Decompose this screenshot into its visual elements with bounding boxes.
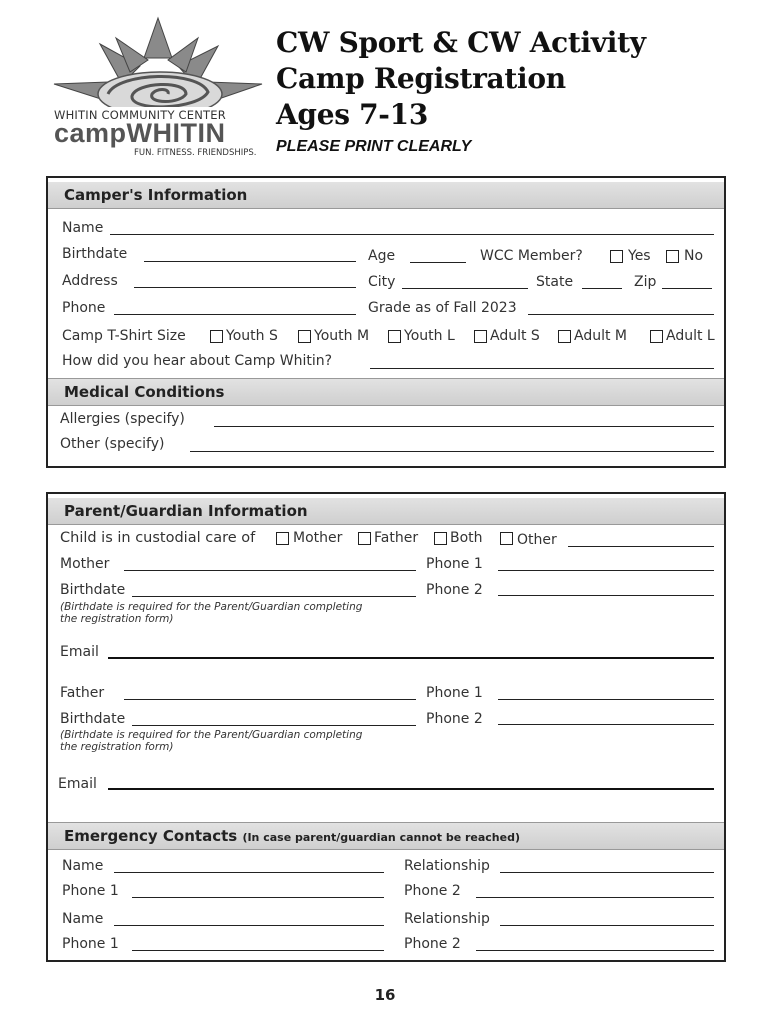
emergency1-phone2-field[interactable] xyxy=(476,897,714,898)
custodial-both-label: Both xyxy=(450,530,483,546)
camper-grade-field[interactable] xyxy=(528,314,714,315)
mother-email-label: Email xyxy=(60,644,99,660)
father-email-field[interactable] xyxy=(108,788,714,790)
mother-note-line-2: the registration form) xyxy=(60,613,174,625)
custodial-other-checkbox[interactable] xyxy=(500,532,513,545)
father-label: Father xyxy=(60,685,105,701)
camper-address-field[interactable] xyxy=(134,287,356,288)
tshirt-youth-s-label: Youth S xyxy=(226,328,278,344)
mother-phone2-label: Phone 2 xyxy=(426,582,483,598)
camper-birthdate-field[interactable] xyxy=(144,261,356,262)
emergency2-phone1-field[interactable] xyxy=(132,950,384,951)
camper-phone-label: Phone xyxy=(62,300,106,316)
tshirt-youth-l-label: Youth L xyxy=(404,328,455,344)
camp-whitin-logo xyxy=(48,14,268,162)
camper-zip-label: Zip xyxy=(634,274,657,290)
emergency-heading-text: Emergency Contacts xyxy=(64,827,238,845)
father-phone1-label: Phone 1 xyxy=(426,685,483,701)
emergency-subheading: (In case parent/guardian cannot be reached) xyxy=(242,831,521,844)
other-conditions-field[interactable] xyxy=(190,451,714,452)
father-birthdate-field[interactable] xyxy=(132,725,416,726)
emergency2-phone1-label: Phone 1 xyxy=(62,936,119,952)
father-birthdate-note xyxy=(60,729,362,753)
camper-state-field[interactable] xyxy=(582,288,622,289)
camper-name-label: Name xyxy=(62,220,104,236)
custodial-both-checkbox[interactable] xyxy=(434,532,447,545)
father-birthdate-label: Birthdate xyxy=(60,711,126,727)
emergency2-phone2-field[interactable] xyxy=(476,950,714,951)
parent-section-header xyxy=(48,498,724,525)
emergency1-phone1-label: Phone 1 xyxy=(62,883,119,899)
tshirt-youth-l-checkbox[interactable] xyxy=(388,330,401,343)
custodial-father-checkbox[interactable] xyxy=(358,532,371,545)
tshirt-adult-l-label: Adult L xyxy=(666,328,715,344)
tshirt-adult-s-checkbox[interactable] xyxy=(474,330,487,343)
page-number: 16 xyxy=(374,986,396,1004)
custodial-father-label: Father xyxy=(374,530,419,546)
camper-state-label: State xyxy=(536,274,574,290)
title-line-2: Camp Registration xyxy=(276,62,566,95)
tshirt-adult-l-checkbox[interactable] xyxy=(650,330,663,343)
emergency1-name-label: Name xyxy=(62,858,104,874)
emergency2-relationship-field[interactable] xyxy=(500,925,714,926)
logo-camp-name: campWHITIN xyxy=(54,118,226,148)
camper-section-header xyxy=(48,182,724,209)
custodial-care-label: Child is in custodial care of xyxy=(60,530,256,546)
mother-phone2-field[interactable] xyxy=(498,595,714,596)
emergency1-phone2-label: Phone 2 xyxy=(404,883,461,899)
medical-section-header xyxy=(48,378,724,406)
custodial-other-field[interactable] xyxy=(568,546,714,547)
camper-city-field[interactable] xyxy=(402,288,528,289)
mother-birthdate-field[interactable] xyxy=(132,596,416,597)
wcc-no-label: No xyxy=(684,248,704,264)
emergency1-name-field[interactable] xyxy=(114,872,384,873)
medical-heading: Medical Conditions xyxy=(64,383,225,401)
allergies-label: Allergies (specify) xyxy=(60,411,185,427)
other-conditions-label: Other (specify) xyxy=(60,436,165,452)
custodial-mother-checkbox[interactable] xyxy=(276,532,289,545)
father-name-field[interactable] xyxy=(124,699,416,700)
print-instruction: PLEASE PRINT CLEARLY xyxy=(276,138,472,155)
emergency-heading xyxy=(64,827,520,845)
wcc-member-label: WCC Member? xyxy=(480,248,583,264)
tshirt-adult-m-label: Adult M xyxy=(574,328,627,344)
mother-name-field[interactable] xyxy=(124,570,416,571)
logo-org-name: WHITIN COMMUNITY CENTER xyxy=(54,108,226,122)
tshirt-youth-m-checkbox[interactable] xyxy=(298,330,311,343)
wcc-yes-label: Yes xyxy=(628,248,651,264)
mother-birthdate-note xyxy=(60,601,362,625)
emergency2-name-field[interactable] xyxy=(114,925,384,926)
mother-phone1-field[interactable] xyxy=(498,570,714,571)
tshirt-size-label: Camp T-Shirt Size xyxy=(62,328,186,344)
title-line-1: CW Sport & CW Activity xyxy=(276,26,646,59)
allergies-field[interactable] xyxy=(214,426,714,427)
custodial-other-label: Other xyxy=(517,532,557,548)
camper-birthdate-label: Birthdate xyxy=(62,246,128,262)
camper-phone-field[interactable] xyxy=(114,314,356,315)
wcc-no-checkbox[interactable] xyxy=(666,250,679,263)
tshirt-youth-s-checkbox[interactable] xyxy=(210,330,223,343)
camper-age-label: Age xyxy=(368,248,396,264)
parent-section xyxy=(46,492,726,962)
emergency2-name-label: Name xyxy=(62,911,104,927)
hear-about-field[interactable] xyxy=(370,368,714,369)
wcc-yes-checkbox[interactable] xyxy=(610,250,623,263)
camper-zip-field[interactable] xyxy=(662,288,712,289)
camper-heading: Camper's Information xyxy=(64,186,248,204)
emergency2-relationship-label: Relationship xyxy=(404,911,490,927)
tshirt-adult-m-checkbox[interactable] xyxy=(558,330,571,343)
father-email-label: Email xyxy=(58,776,97,792)
camper-address-label: Address xyxy=(62,273,118,289)
hear-about-label: How did you hear about Camp Whitin? xyxy=(62,353,333,369)
title-line-3: Ages 7-13 xyxy=(276,98,428,131)
camper-grade-label: Grade as of Fall 2023 xyxy=(368,300,517,316)
emergency1-relationship-label: Relationship xyxy=(404,858,490,874)
camper-name-field[interactable] xyxy=(110,234,714,235)
custodial-mother-label: Mother xyxy=(293,530,343,546)
emergency2-phone2-label: Phone 2 xyxy=(404,936,461,952)
mother-phone1-label: Phone 1 xyxy=(426,556,483,572)
father-note-line-1: (Birthdate is required for the Parent/Guardian completing xyxy=(60,729,363,741)
mother-birthdate-label: Birthdate xyxy=(60,582,126,598)
camper-section xyxy=(46,176,726,468)
mother-label: Mother xyxy=(60,556,110,572)
father-phone1-field[interactable] xyxy=(498,699,714,700)
emergency-section-header xyxy=(48,822,724,850)
tshirt-adult-s-label: Adult S xyxy=(490,328,540,344)
emergency1-phone1-field[interactable] xyxy=(132,897,384,898)
parent-heading: Parent/Guardian Information xyxy=(64,502,308,520)
logo-tagline: FUN. FITNESS. FRIENDSHIPS. xyxy=(134,148,257,158)
father-phone2-label: Phone 2 xyxy=(426,711,483,727)
emergency1-relationship-field[interactable] xyxy=(500,872,714,873)
camper-city-label: City xyxy=(368,274,396,290)
tshirt-youth-m-label: Youth M xyxy=(314,328,370,344)
mother-email-field[interactable] xyxy=(108,657,714,659)
mother-note-line-1: (Birthdate is required for the Parent/Guardian completing xyxy=(60,601,363,613)
father-note-line-2: the registration form) xyxy=(60,741,174,753)
camper-age-field[interactable] xyxy=(410,262,466,263)
father-phone2-field[interactable] xyxy=(498,724,714,725)
